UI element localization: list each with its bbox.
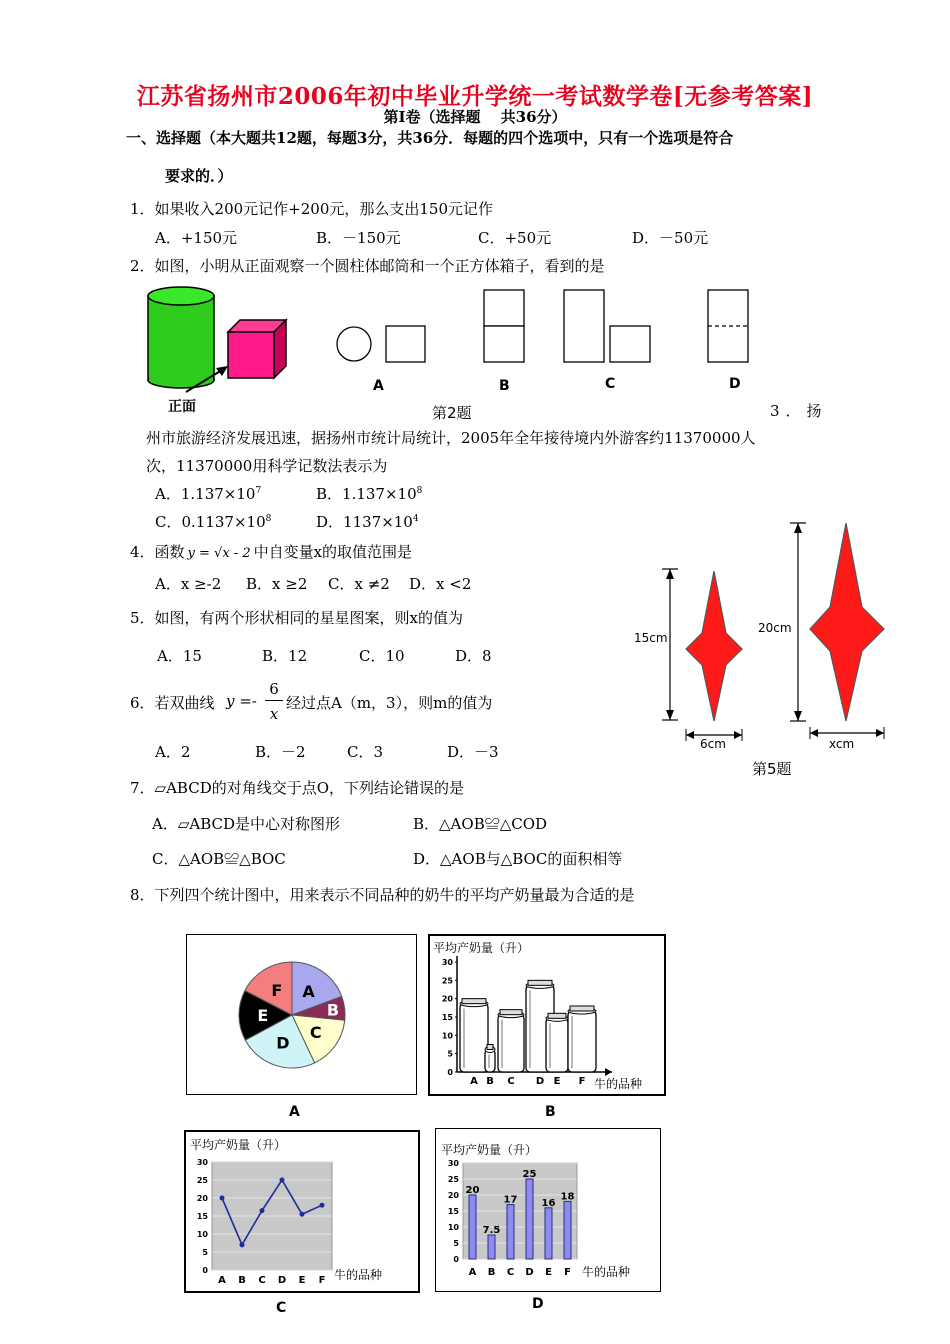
chart-a-frame xyxy=(186,934,417,1095)
bar-data-label: 7.5 xyxy=(482,1225,501,1236)
q6-option-a: A．2 xyxy=(155,743,191,761)
jar-lid xyxy=(570,1006,594,1011)
chart-b-xlabel: 牛的品种 xyxy=(594,1077,643,1091)
line-x-tick: F xyxy=(318,1275,326,1286)
q4-option-c: C．x ≠2 xyxy=(328,575,390,593)
line-y-tick: 15 xyxy=(196,1212,208,1221)
option-b-top xyxy=(484,290,524,326)
chart-c-label: C xyxy=(276,1300,287,1316)
q6-pre: 6．若双曲线 xyxy=(130,694,215,712)
chart-b-ylabel: 平均产奶量（升） xyxy=(433,941,530,955)
jar-lid xyxy=(462,999,486,1004)
bar-data-label: 25 xyxy=(522,1169,537,1180)
line-x-tick: A xyxy=(218,1275,226,1286)
q2-front-label: 正面 xyxy=(168,399,196,415)
jar-a xyxy=(460,999,488,1072)
jar-x-tick: B xyxy=(486,1076,494,1087)
q3-option-b: B．$1.137\times 10^8$ xyxy=(316,485,423,503)
line-point-f xyxy=(320,1203,325,1208)
q6-y: y =- xyxy=(226,692,257,710)
bar-x-tick: E xyxy=(545,1267,552,1278)
jar-chart xyxy=(430,936,664,1094)
jar-lid xyxy=(548,1013,566,1018)
q7-option-a: A．▱ABCD是中心对称图形 xyxy=(152,815,341,833)
jar-b xyxy=(485,1045,495,1073)
q4-option-b: B．x ≥2 xyxy=(246,575,308,593)
bar-data-label: 20 xyxy=(465,1185,480,1196)
pie-label-d: D xyxy=(276,1033,290,1053)
line-x-tick: C xyxy=(258,1275,266,1286)
option-a-square xyxy=(386,326,425,362)
bar-x-tick: C xyxy=(506,1267,515,1278)
pie-label-c: C xyxy=(309,1022,322,1042)
large-star xyxy=(810,523,884,721)
option-b-bottom xyxy=(484,326,524,362)
q7-option-d: D．△AOB与△BOC的面积相等 xyxy=(413,850,623,868)
q5-height-large: 20cm xyxy=(758,621,792,635)
option-d-rect xyxy=(708,290,748,362)
line-chart xyxy=(186,1132,418,1291)
q6-option-d: D．－3 xyxy=(447,743,499,761)
q1-stem: 1．如果收入200元记作+200元，那么支出150元记作 xyxy=(130,200,494,218)
chart-d-ylabel: 平均产奶量（升） xyxy=(441,1143,538,1157)
q6-numerator: 6 xyxy=(269,680,279,698)
small-star xyxy=(686,571,742,721)
q7-option-b: B．△AOB≌△COD xyxy=(413,815,548,833)
pie-label-e: E xyxy=(257,1006,269,1026)
bar-data-label: 16 xyxy=(541,1197,556,1209)
q5-width-small: 6cm xyxy=(700,737,726,751)
q5-stem: 5．如图，有两个形状相同的星星图案，则x的值为 xyxy=(130,609,464,627)
bar-b xyxy=(488,1235,495,1259)
q6-fraction-bar xyxy=(265,700,283,701)
q2-figure xyxy=(140,280,780,420)
q2-label-a: A xyxy=(373,378,384,394)
q7-stem: 7．▱ABCD的对角线交于点O，下列结论错误的是 xyxy=(130,779,465,797)
bar-y-tick: 10 xyxy=(447,1223,459,1232)
section-subtitle: 第Ⅰ卷（选择题 共36分） xyxy=(383,108,567,126)
bar-x-tick: A xyxy=(468,1267,477,1278)
q7-option-c: C．△AOB≌△BOC xyxy=(152,850,286,868)
jar-x-tick: C xyxy=(507,1076,515,1087)
q5-option-a: A．15 xyxy=(157,647,202,665)
option-c-square xyxy=(610,326,650,362)
jar-lid xyxy=(487,1045,493,1050)
q5-option-d: D．8 xyxy=(455,647,492,665)
q4-formula: y = √x - 2 xyxy=(187,546,251,561)
q2-label-c: C xyxy=(605,376,616,392)
bar-d xyxy=(526,1179,533,1259)
q4-option-d: D．x <2 xyxy=(409,575,472,593)
chart-c-ylabel: 平均产奶量（升） xyxy=(190,1138,287,1152)
q1-option-c: C．+50元 xyxy=(478,229,552,247)
jar-y-tick: 0 xyxy=(447,1068,453,1077)
line-point-c xyxy=(260,1208,265,1213)
line-y-tick: 20 xyxy=(196,1194,208,1203)
q6-denominator: x xyxy=(269,705,279,723)
q2-label-b: B xyxy=(499,378,510,394)
line-y-tick: 30 xyxy=(196,1158,208,1167)
line-y-tick: 5 xyxy=(202,1248,208,1257)
line-x-tick: E xyxy=(298,1275,306,1286)
q2-stem: 2．如图，小明从正面观察一个圆柱体邮筒和一个正方体箱子，看到的是 xyxy=(130,257,605,275)
section-heading: 一、选择题（本大题共12题，每题3分，共36分．每题的四个选项中，只有一个选项是符合 xyxy=(126,129,734,147)
q5-width-large: xcm xyxy=(829,737,855,751)
q4-stem: 4．函数 y = √x - 2 中自变量x的取值范围是 xyxy=(130,543,413,561)
jar-y-tick: 10 xyxy=(441,1031,453,1041)
bar-y-tick: 20 xyxy=(447,1191,459,1200)
option-a-circle xyxy=(337,327,371,361)
bar-y-tick: 25 xyxy=(447,1175,459,1184)
pie-label-a: A xyxy=(302,982,315,1002)
chart-a-label: A xyxy=(289,1104,300,1120)
page-title: 江苏省扬州市2006年初中毕业升学统一考试数学卷[无参考答案] xyxy=(136,83,814,110)
line-y-tick: 25 xyxy=(196,1176,208,1185)
q3-number: 3．扬 xyxy=(770,402,828,420)
chart-b-label: B xyxy=(545,1104,556,1120)
q1-option-b: B．－150元 xyxy=(316,229,401,247)
jar-x-tick: E xyxy=(553,1076,561,1087)
line-point-e xyxy=(300,1212,305,1217)
bar-e xyxy=(545,1208,552,1259)
bar-x-tick: B xyxy=(487,1267,496,1278)
q5-caption: 第5题 xyxy=(752,760,792,778)
line-x-tick: B xyxy=(238,1275,246,1286)
chart-c-xlabel: 牛的品种 xyxy=(334,1268,383,1282)
jar-lid xyxy=(500,1010,522,1015)
jar-y-tick: 30 xyxy=(441,958,453,967)
bar-c xyxy=(507,1205,514,1259)
bar-x-tick: D xyxy=(525,1267,534,1278)
jar-x-tick: F xyxy=(578,1076,586,1087)
cylinder-shape xyxy=(148,287,214,388)
q6-post: 经过点A（m，3），则m的值为 xyxy=(286,694,493,712)
jar-y-tick: 5 xyxy=(447,1049,453,1059)
q1-option-d: D．－50元 xyxy=(632,229,709,247)
section-heading-cont: 要求的．） xyxy=(165,167,233,185)
line-x-tick: D xyxy=(277,1275,287,1286)
q3-option-c: C．$0.1137\times 10^8$ xyxy=(155,513,272,531)
line-y-tick: 10 xyxy=(196,1230,208,1239)
cube-shape xyxy=(228,320,286,378)
chart-d-label: D xyxy=(532,1296,544,1312)
bar-data-label: 17 xyxy=(503,1194,518,1206)
bar-y-tick: 30 xyxy=(447,1159,459,1168)
q5-option-b: B．12 xyxy=(262,647,308,665)
q4-option-a: A．x ≥-2 xyxy=(155,575,222,593)
chart-c-frame xyxy=(184,1130,420,1293)
bar-data-label: 18 xyxy=(560,1191,575,1203)
jar-x-tick: D xyxy=(535,1076,545,1087)
q5-option-c: C．10 xyxy=(359,647,405,665)
jar-x-tick: A xyxy=(470,1076,478,1087)
bar-y-tick: 5 xyxy=(453,1239,459,1248)
jar-e xyxy=(546,1013,568,1072)
line-point-d xyxy=(280,1178,285,1183)
bar-y-tick: 0 xyxy=(453,1255,459,1264)
line-y-tick: 0 xyxy=(202,1266,208,1275)
q8-stem: 8．下列四个统计图中，用来表示不同品种的奶牛的平均产奶量最为合适的是 xyxy=(130,886,635,904)
bar-x-tick: F xyxy=(564,1267,571,1278)
bar-f xyxy=(564,1201,571,1259)
jar-y-tick: 15 xyxy=(441,1013,453,1022)
q5-star-figure xyxy=(630,515,896,755)
pie-chart xyxy=(187,935,416,1094)
q1-option-a: A．+150元 xyxy=(155,229,238,247)
q6-option-c: C．3 xyxy=(347,743,384,761)
q2-label-d: D xyxy=(729,376,741,392)
jar-c xyxy=(498,1010,524,1072)
line-point-b xyxy=(240,1242,245,1247)
q6-option-b: B．－2 xyxy=(255,743,306,761)
q3-option-a: A．$1.137\times 10^7$ xyxy=(155,485,262,503)
jar-lid xyxy=(528,980,552,985)
bar-a xyxy=(469,1195,476,1259)
chart-b-frame xyxy=(428,934,666,1096)
q2-caption: 第2题 xyxy=(432,404,472,422)
chart-d-xlabel: 牛的品种 xyxy=(582,1265,631,1279)
option-c-rect xyxy=(564,290,604,362)
jar-y-tick: 20 xyxy=(441,994,453,1004)
q3-option-d: D．$1137\times 10^4$ xyxy=(316,513,419,531)
q3-line2: 次，11370000用科学记数法表示为 xyxy=(146,457,388,475)
pie-label-f: F xyxy=(271,981,283,1001)
q3-line1: 州市旅游经济发展迅速，据扬州市统计局统计，2005年全年接待境内外游客约11370000人 xyxy=(146,429,756,447)
bar-y-tick: 15 xyxy=(447,1207,459,1216)
line-point-a xyxy=(220,1196,225,1201)
jar-f xyxy=(568,1006,596,1072)
jar-y-tick: 25 xyxy=(441,976,453,986)
q5-height-small: 15cm xyxy=(634,631,668,645)
pie-label-b: B xyxy=(326,1000,340,1020)
